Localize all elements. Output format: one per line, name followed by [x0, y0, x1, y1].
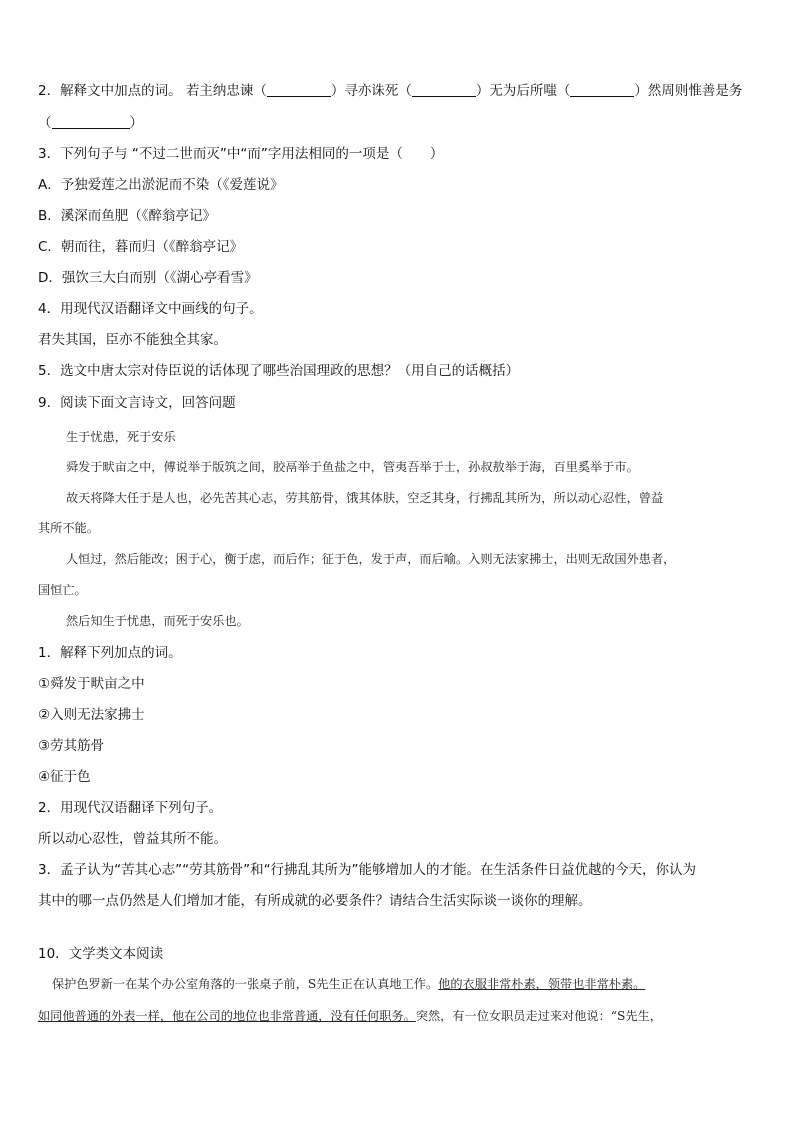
passage-para-1: 舜发于畎亩之中，傅说举于版筑之间，胶鬲举于鱼盐之中，管夷吾举于士，孙叔敖举于海，百里奚举于市。: [66, 460, 639, 474]
sub-question-2: 2．用现代汉语翻译下列句子。: [38, 800, 223, 816]
passage-para-4: 然后知生于忧患，而死于安乐也。: [66, 614, 249, 628]
word-item-4: ④征于色: [38, 769, 91, 785]
underlined-sentence: 他的衣服非常朴素，领带也非常朴素。: [438, 977, 646, 991]
passage-title: 生于忧患，死于安乐: [66, 430, 176, 444]
question-4: 4．用现代汉语翻译文中画线的句子。: [38, 301, 263, 317]
option-b: B．溪深而鱼肥（《醉翁亭记》: [38, 208, 217, 224]
word-item-2: ②入则无法家拂士: [38, 707, 145, 723]
section-10-heading: 10．文学类文本阅读: [38, 946, 164, 962]
word-item-3: ③劳其筋骨: [38, 738, 105, 754]
story-para-1-cont: 如同他普通的外表一样，他在公司的地位也非常普通，没有任何职务。突然，有一位女职员走过来对他说：“S先生，: [38, 1009, 662, 1023]
passage-para-2: 故天将降大任于是人也，必先苦其心志，劳其筋骨，饿其体肤，空乏其身，行拂乱其所为，所以动心忍性，曾益: [66, 491, 664, 505]
passage-para-3-cont: 国恒亡。: [38, 583, 87, 597]
question-2-line-cont: （ ）: [38, 115, 143, 131]
option-c: C．朝而往，暮而归（《醉翁亭记》: [38, 239, 244, 255]
option-a: A．予独爱莲之出淤泥而不染（《爱莲说》: [38, 177, 284, 193]
section-9-heading: 9．阅读下面文言诗文，回答问题: [38, 395, 236, 411]
question-5: 5．选文中唐太宗对侍臣说的话体现了哪些治国理政的思想？（用自己的话概括）: [38, 363, 520, 379]
sub-question-3-cont: 其中的哪一点仍然是人们增加才能，有所成就的必要条件？请结合生活实际谈一谈你的理解。: [38, 893, 592, 909]
underlined-sentence-cont: 如同他普通的外表一样，他在公司的地位也非常普通，没有任何职务。: [38, 1009, 416, 1023]
option-d: D．强饮三大白而别（《湖心亭看雪》: [38, 270, 258, 286]
sub-question-3: 3．孟子认为“苦其心志”“劳其筋骨”和“行拂乱其所为”能够增加人的才能。在生活条件日益优越的今天，你认为: [38, 862, 697, 878]
question-3: 3．下列句子与 “不过二世而灭”中“而”字用法相同的一项是（ ）: [38, 146, 444, 162]
answer-blank-3[interactable]: [570, 83, 634, 97]
question-4-sentence: 君失其国，臣亦不能独全其家。: [38, 332, 227, 348]
answer-blank-4[interactable]: [52, 115, 130, 129]
word-item-1: ①舜发于畎亩之中: [38, 676, 145, 692]
answer-blank-2[interactable]: [412, 83, 476, 97]
story-para-1: 保护色罗新一在某个办公室角落的一张桌子前，S先生正在认真地工作。他的衣服非常朴素，领带也非常朴素。: [52, 977, 646, 991]
question-2-line: 2．解释文中加点的词。 若主纳忠谏（ ）寻亦诛死（ ）无为后所嗤（ ）然周则惟善是务: [38, 83, 743, 99]
answer-blank-1[interactable]: [267, 83, 331, 97]
sub-question-1: 1．解释下列加点的词。: [38, 645, 182, 661]
passage-para-2-cont: 其所不能。: [38, 521, 99, 535]
sub-question-2-sentence: 所以动心忍性，曾益其所不能。: [38, 831, 227, 847]
passage-para-3: 人恒过，然后能改；困于心，衡于虑，而后作；征于色，发于声，而后喻。入则无法家拂士，出则无敌国外患者，: [66, 552, 676, 566]
